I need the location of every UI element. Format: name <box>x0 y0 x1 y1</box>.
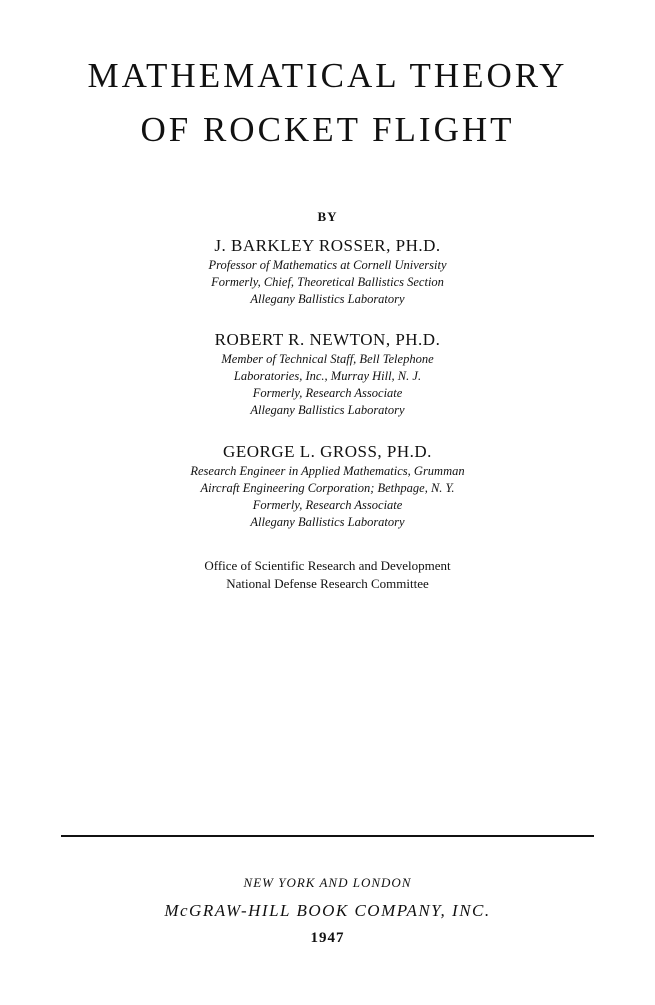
author-affiliation-line: Allegany Ballistics Laboratory <box>250 515 405 529</box>
sponsoring-organization <box>0 557 655 593</box>
author-block-gross <box>0 441 655 531</box>
author-affiliation-line: Member of Technical Staff, Bell Telephone <box>221 352 434 366</box>
author-affiliation-line: Allegany Ballistics Laboratory <box>250 403 405 417</box>
author-affiliation-line: Professor of Mathematics at Cornell University <box>208 258 447 272</box>
publication-year: 1947 <box>310 930 345 946</box>
horizontal-rule <box>61 835 594 837</box>
author-affiliation-line: Research Engineer in Applied Mathematics, Grumman <box>190 464 465 478</box>
author-block-newton <box>0 329 655 419</box>
organization-line-1: Office of Scientific Research and Development <box>204 558 451 573</box>
publisher-name: McGRAW-HILL BOOK COMPANY, INC. <box>164 901 491 920</box>
author-block-rosser <box>0 235 655 308</box>
author-name: ROBERT R. NEWTON, PH.D. <box>214 330 441 349</box>
author-affiliation-line: Allegany Ballistics Laboratory <box>250 292 405 306</box>
author-affiliation-line: Formerly, Research Associate <box>252 498 403 512</box>
by-label: BY <box>317 209 338 224</box>
author-affiliation-line: Laboratories, Inc., Murray Hill, N. J. <box>233 369 422 383</box>
publication-place: NEW YORK AND LONDON <box>243 875 412 890</box>
author-affiliation-line: Aircraft Engineering Corporation; Bethpage, N. Y. <box>200 481 455 495</box>
book-title-line-1: MATHEMATICAL THEORY <box>87 56 568 95</box>
author-affiliation-line: Formerly, Chief, Theoretical Ballistics Section <box>211 275 444 289</box>
author-name: GEORGE L. GROSS, PH.D. <box>223 442 432 461</box>
book-title-line-2: OF ROCKET FLIGHT <box>140 110 515 149</box>
author-affiliation-line: Formerly, Research Associate <box>252 386 403 400</box>
author-name: J. BARKLEY ROSSER, PH.D. <box>214 236 441 255</box>
organization-line-2: National Defense Research Committee <box>226 576 429 591</box>
